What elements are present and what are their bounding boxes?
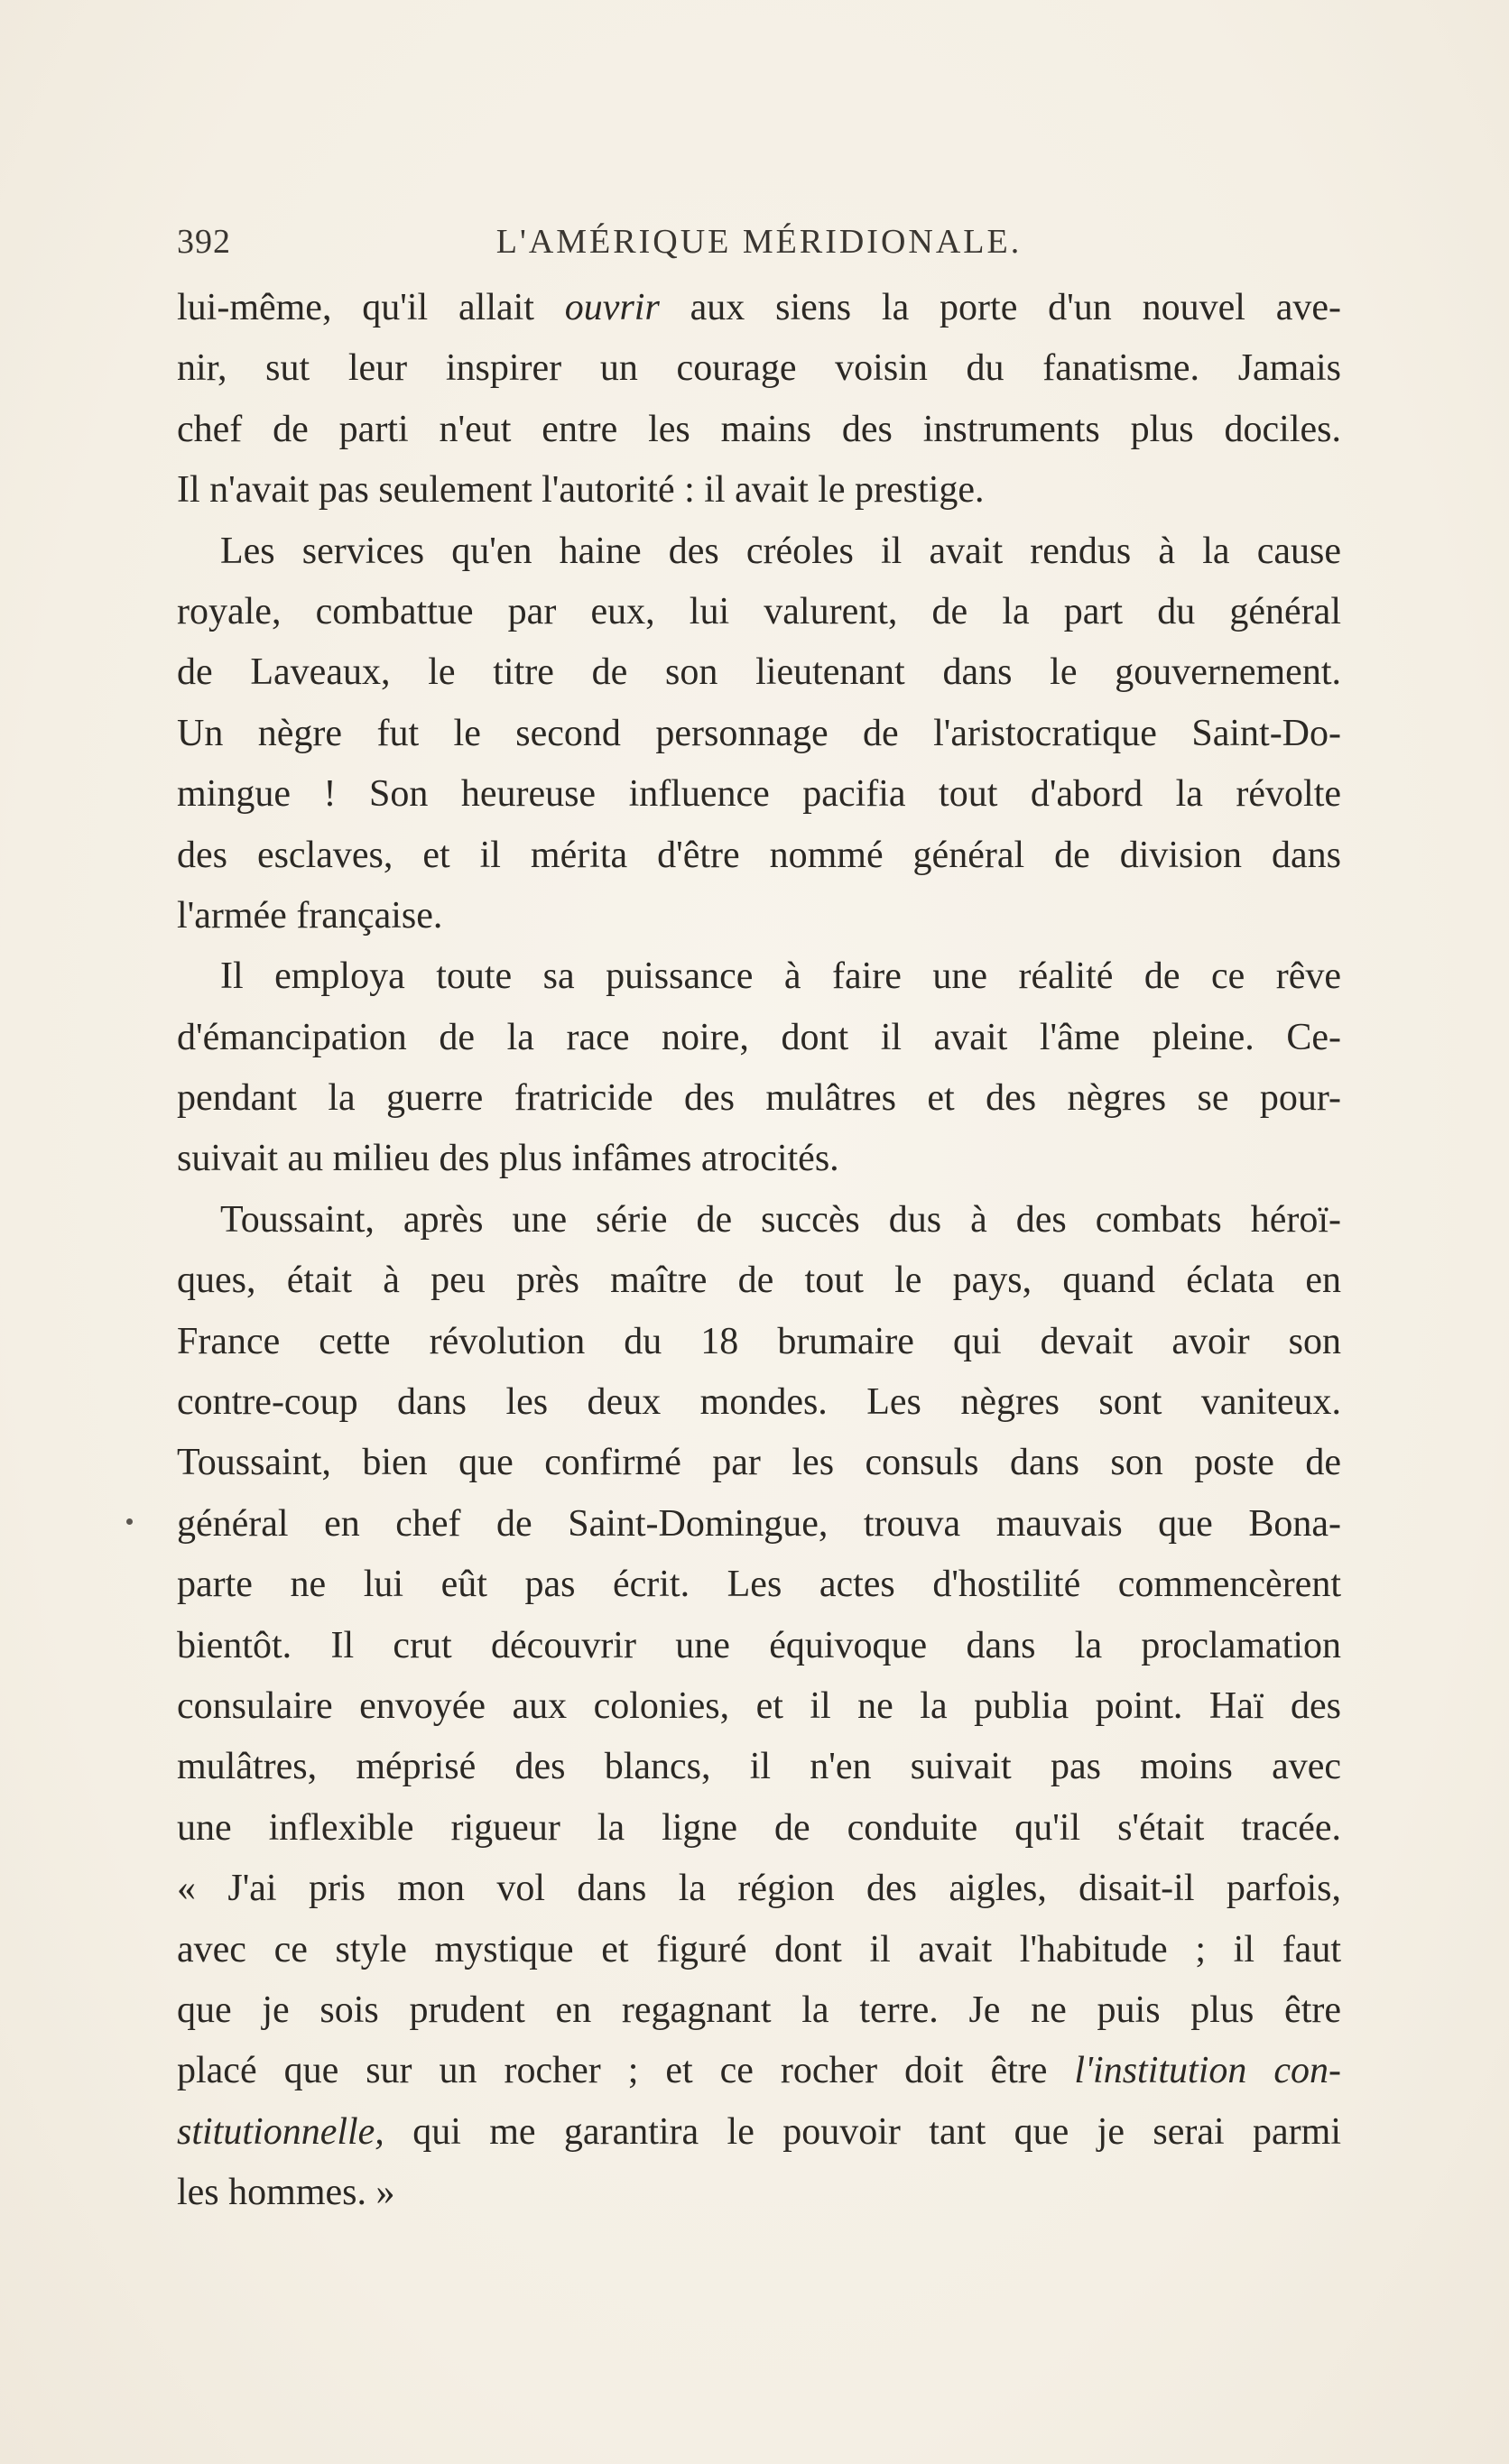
text-line: Toussaint, bien que confirmé par les consuls dans son poste de [177, 1442, 1341, 1484]
text-line: bientôt. Il crut découvrir une équivoque dans la proclamation [177, 1624, 1341, 1666]
text-line: les hommes. » [177, 2172, 395, 2214]
text-line: chef de parti n'eut entre les mains des instruments plus dociles. [177, 408, 1341, 450]
text-line: contre-coup dans les deux mondes. Les nègres sont vaniteux. [177, 1381, 1341, 1424]
text-line: Toussaint, après une série de succès dus à des combats héroï- [220, 1198, 1341, 1241]
text-line: parte ne lui eût pas écrit. Les actes d'hostilité commencèrent [177, 1564, 1341, 1606]
text-line: Il employa toute sa puissance à faire une réalité de ce rêve [220, 955, 1341, 998]
text-line: suivait au milieu des plus infâmes atrocités. [177, 1138, 839, 1180]
text-line: mulâtres, méprisé des blancs, il n'en suivait pas moins avec [177, 1746, 1341, 1788]
text-line: Les services qu'en haine des créoles il avait rendus à la cause [220, 530, 1341, 572]
text-line: des esclaves, et il mérita d'être nommé général de division dans [177, 834, 1341, 876]
text-line: consulaire envoyée aux colonies, et il ne la publia point. Haï des [177, 1684, 1341, 1727]
text-line: France cette révolution du 18 brumaire qui devait avoir son [177, 1320, 1341, 1362]
text-line: général en chef de Saint-Domingue, trouva mauvais que Bona- [177, 1502, 1341, 1545]
text-line: que je sois prudent en regagnant la terre. Je ne puis plus être [177, 1989, 1341, 2031]
text-line: d'émancipation de la race noire, dont il avait l'âme pleine. Ce- [177, 1016, 1341, 1058]
text-line: placé que sur un rocher ; et ce rocher doit être l'institution con- [177, 2050, 1341, 2092]
running-title: L'AMÉRIQUE MÉRIDIONALE. [495, 223, 1023, 261]
text-line: une inflexible rigueur la ligne de conduite qu'il s'était tracée. [177, 1806, 1341, 1849]
text-line: pendant la guerre fratricide des mulâtres et des nègres se pour- [177, 1077, 1341, 1120]
text-line: « J'ai pris mon vol dans la région des aigles, disait-il parfois, [177, 1868, 1341, 1910]
text-line: de Laveaux, le titre de son lieutenant dans le gouvernement. [177, 651, 1341, 694]
text-line: mingue ! Son heureuse influence pacifia tout d'abord la révolte [177, 773, 1341, 816]
text-line: Un nègre fut le second personnage de l'aristocratique Saint-Do- [177, 712, 1341, 754]
text-line: royale, combattue par eux, lui valurent, de la part du général [177, 590, 1341, 632]
text-line: avec ce style mystique et figuré dont il avait l'habitude ; il faut [177, 1928, 1341, 1970]
page-number: 392 [177, 223, 231, 261]
text-line: stitutionnelle, qui me garantira le pouvoir tant que je serai parmi [177, 2110, 1341, 2153]
text-line: lui-même, qu'il allait ouvrir aux siens la porte d'un nouvel ave- [177, 287, 1341, 328]
margin-mark [126, 1518, 133, 1525]
body-text [177, 278, 1341, 2224]
text-line: Il n'avait pas seulement l'autorité : il avait le prestige. [177, 469, 985, 512]
text-line: l'armée française. [177, 894, 443, 937]
running-head [177, 222, 1341, 269]
text-line: ques, était à peu près maître de tout le pays, quand éclata en [177, 1260, 1341, 1302]
text-line: nir, sut leur inspirer un courage voisin du fanatisme. Jamais [177, 347, 1341, 390]
